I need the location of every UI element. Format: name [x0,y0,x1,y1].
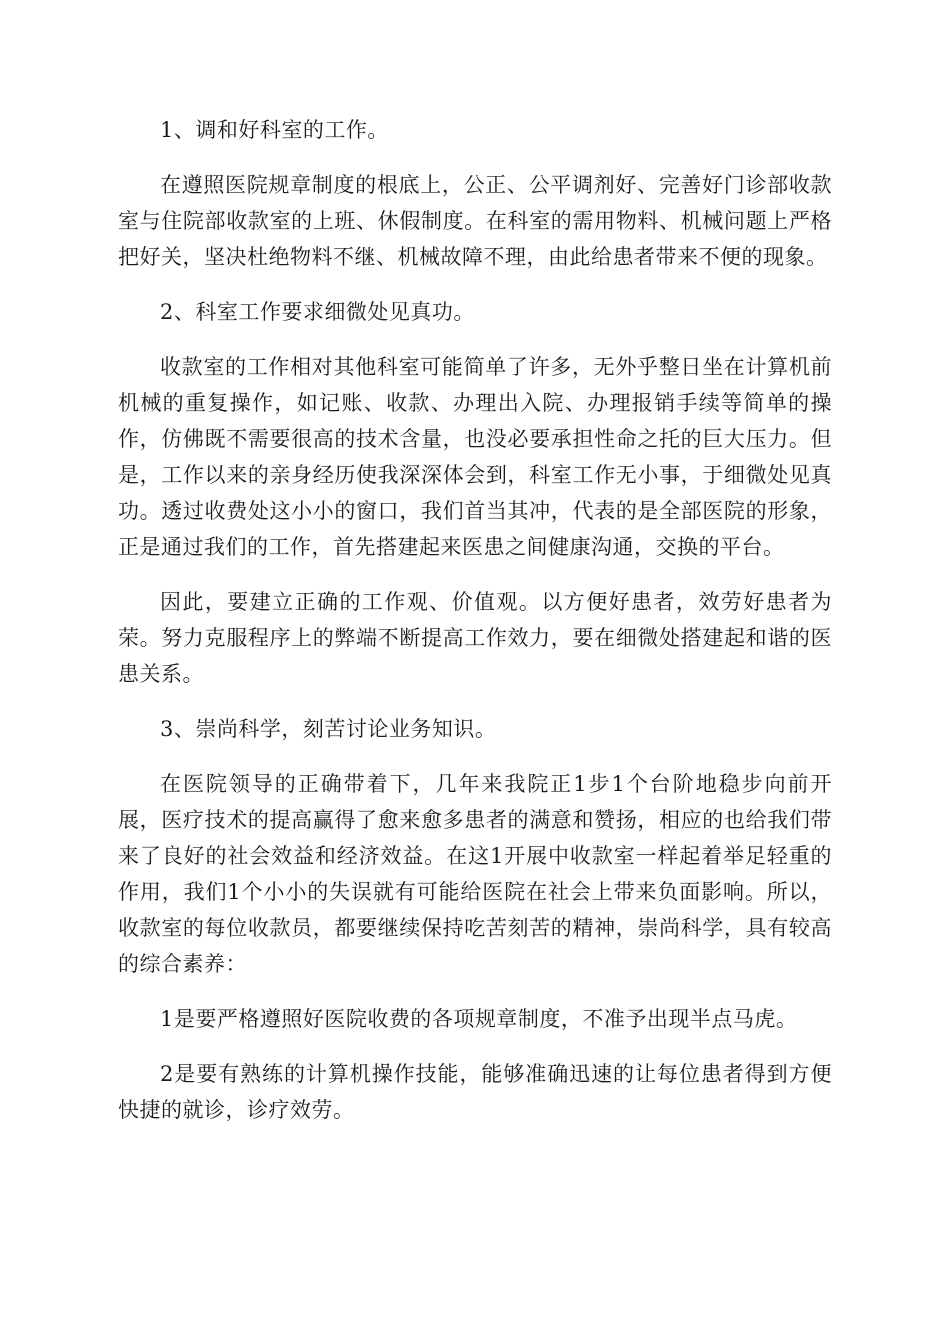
paragraph-heading-2: 2、科室工作要求细微处见真功。 [160,300,475,324]
paragraph-body-1: 在遵照医院规章制度的根底上，公正、公平调剂好、完善好门诊部收款室与住院部收款室的上班、休假制度。在科室的需用物料、机械问题上严格把好关，坚决杜绝物料不继、机械故障不理，由此给患者带来不便的现象。 [118,173,832,269]
paragraph-body-2: 收款室的工作相对其他科室可能简单了许多，无外乎整日坐在计算机前机械的重复操作，如记账、收款、办理出入院、办理报销手续等简单的操作，仿佛既不需要很高的技术含量，也没必要承担性命之托的巨大压力。但是，工作以来的亲身经历使我深深体会到，科室工作无小事，于细微处见真功。透过收费处这小小的窗口，我们首当其冲，代表的是全部医院的形象，正是通过我们的工作，首先搭建起来医患之间健康沟通，交换的平台。 [118,355,832,559]
paragraph-heading-3: 3、崇尚科学，刻苦讨论业务知识。 [160,717,497,741]
paragraph-item-1: 1是要严格遵照好医院收费的各项规章制度，不准予出现半点马虎。 [160,1007,798,1031]
paragraph-body-3: 因此，要建立正确的工作观、价值观。以方便好患者，效劳好患者为荣。努力克服程序上的弊端不断提高工作效力，要在细微处搭建起和谐的医患关系。 [118,590,832,686]
paragraph-heading-1: 1、调和好科室的工作。 [160,118,389,142]
paragraph-item-2: 2是要有熟练的计算机操作技能，能够准确迅速的让每位患者得到方便快捷的就诊，诊疗效劳。 [118,1062,832,1122]
paragraph-body-4: 在医院领导的正确带着下，几年来我院正1步1个台阶地稳步向前开展，医疗技术的提高赢得了愈来愈多患者的满意和赞扬，相应的也给我们带来了良好的社会效益和经济效益。在这1开展中收款室一样起着举足轻重的作用，我们1个小小的失误就有可能给医院在社会上带来负面影响。所以，收款室的每位收款员，都要继续保持吃苦刻苦的精神，崇尚科学，具有较高的综合素养： [118,772,832,976]
